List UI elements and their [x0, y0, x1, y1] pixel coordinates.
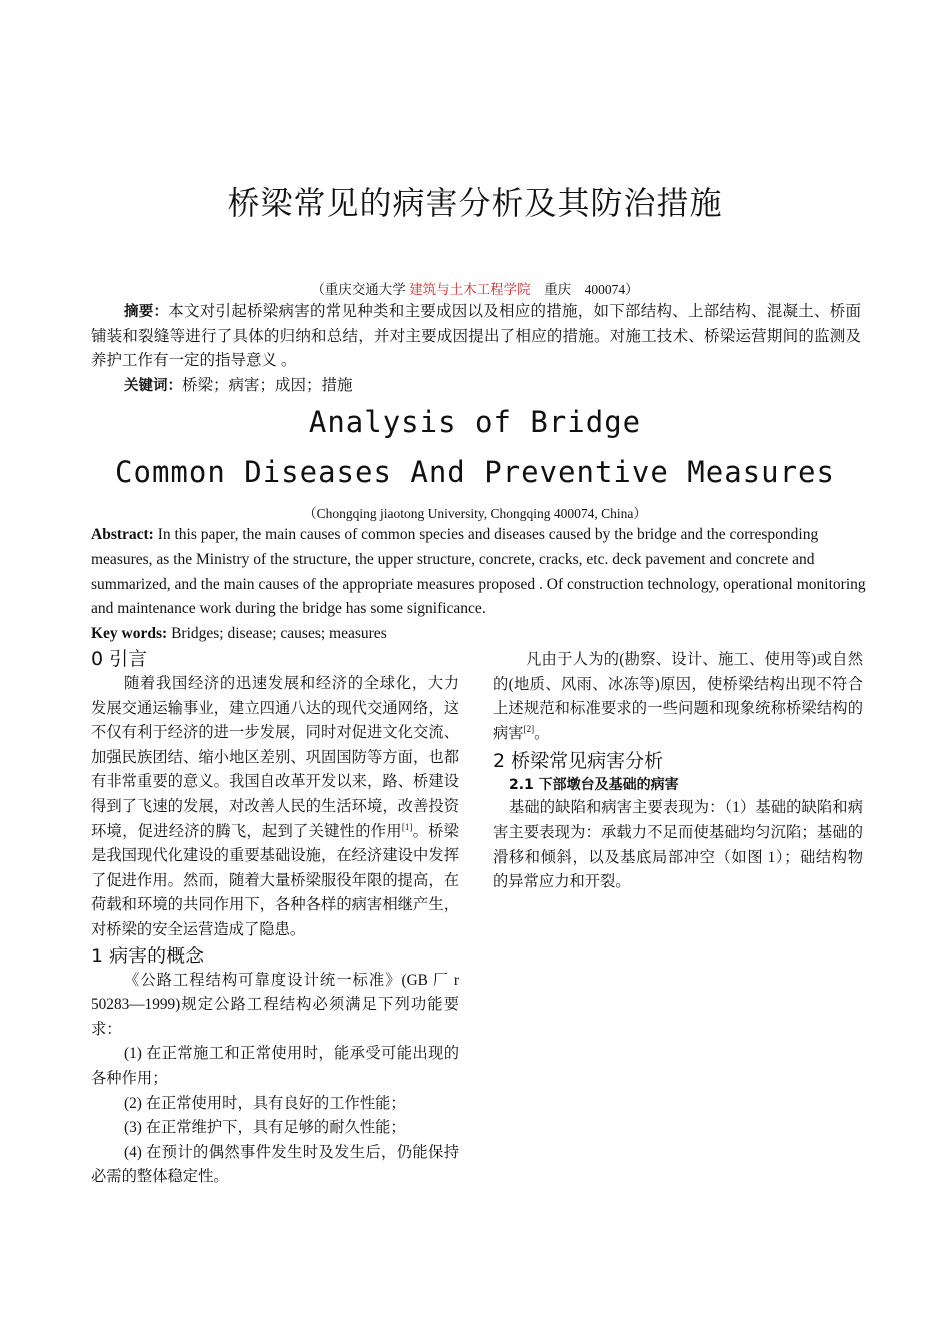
left-column: [91, 646, 459, 1190]
abstract-cn: [91, 300, 861, 374]
section-0-text-b: 。桥梁是我国现代化建设的重要基础设施，在经济建设中发挥了促进作用。然而，随着大量桥梁服役年限的提高，在荷载和环境的共同作用下，各种各样的病害相继产生，对桥梁的安全运营造成了隐患。: [91, 822, 459, 938]
paper-title-en-line2: Common Diseases And Preventive Measures: [115, 455, 835, 489]
affiliation-cn: [0, 278, 950, 298]
requirement-item-4: (4) 在预计的偶然事件发生时及发生后，仍能保持必需的整体稳定性。: [91, 1143, 459, 1186]
section-0-heading: 0 引言: [91, 648, 148, 670]
section-2-1-paragraph: 基础的缺陷和病害主要表现为：（1）基础的缺陷和病害主要表现为：承载力不足而使基础均匀沉陷；基础的滑移和倾斜，以及基底局部冲空（如图 1）；础结构物的异常应力和开裂。: [493, 799, 863, 891]
section-1-heading: 1 病害的概念: [91, 944, 205, 967]
section-0-paragraph: [91, 672, 459, 943]
section-1-paragraph: 《公路工程结构可靠度设计统一标准》(GB 厂 r 50283—1999)规定公路工程结构必须满足下列功能要求：: [91, 971, 459, 1038]
citation-1: [1]: [401, 821, 413, 832]
abstract-en-label: Abstract:: [91, 526, 154, 543]
affiliation-college: 建筑与土木工程学院: [409, 282, 531, 297]
keywords-cn: [91, 374, 861, 399]
requirement-item-2: (2) 在正常使用时，具有良好的工作性能；: [124, 1094, 406, 1112]
disease-definition-paragraph: [493, 648, 863, 746]
right-column: [493, 648, 863, 895]
section-2-1-heading: 2.1 下部墩台及基础的病害: [509, 777, 679, 794]
affiliation-rest: 重庆 400074）: [530, 282, 639, 297]
disease-definition-end: 。: [534, 724, 550, 742]
paper-title-en-line1: Analysis of Bridge: [308, 405, 642, 439]
section-0-text-a: 随着我国经济的迅速发展和经济的全球化，大力发展交通运输事业，建立四通八达的现代交通网络，这不仅有利于经济的进一步发展，同时对促进文化交流、加强民族团结、缩小地区差别、巩固国防等方面，也都有非常重要的意义。我国自改革开发以来，路、桥建设得到了飞速的发展，对改善人民的生活环境，改善投资环境，促进经济的腾飞，起到了关键性的作用: [91, 675, 459, 840]
keywords-en-label: Key words:: [91, 625, 168, 642]
keywords-en: [91, 622, 866, 647]
requirement-item-1: (1) 在正常施工和正常使用时，能承受可能出现的各种作用；: [91, 1045, 459, 1087]
keywords-en-text: Bridges; disease; causes; measures: [167, 625, 387, 642]
abstract-cn-label: 摘要：: [124, 304, 169, 320]
keywords-cn-label: 关键词：: [124, 378, 182, 394]
abstract-cn-text: 本文对引起桥梁病害的常见种类和主要成因以及相应的措施，如下部结构、上部结构、混凝土、桥面铺装和裂缝等进行了具体的归纳和总结，并对主要成因提出了相应的措施。对施工技术、桥梁运营期间的监测及养护工作有一定的指导意义 。: [91, 303, 861, 369]
section-2-heading: 2 桥梁常见病害分析: [493, 750, 664, 773]
citation-2: [2]: [523, 723, 535, 734]
paper-title-cn: 桥梁常见的病害分析及其防治措施: [227, 184, 723, 222]
keywords-cn-text: 桥梁；病害；成因；措施: [182, 377, 353, 394]
abstract-en: [91, 523, 866, 622]
disease-definition-text: 凡由于人为的(勘察、设计、施工、使用等)或自然的(地质、风雨、冰冻等)原因，使桥梁结构出现不符合上述规范和标准要求的一些问题和现象统称桥梁结构的病害: [493, 651, 863, 742]
requirement-item-3: (3) 在正常维护下，具有足够的耐久性能；: [124, 1119, 406, 1137]
abstract-en-text: In this paper, the main causes of common species and diseases caused by the bridge and the corresponding measures, as the Ministry of the structure, the upper structure, concrete, cracks, etc. deck pavement and concrete and summarized, and the main causes of the appropriate measures proposed . Of construction technology, operational monitoring and maintenance work during the bridge has some significance.: [91, 526, 866, 618]
affiliation-en: （Chongqing jiaotong University, Chongqing 400074, China）: [303, 506, 647, 521]
affiliation-open: （重庆交通大学: [311, 282, 410, 297]
